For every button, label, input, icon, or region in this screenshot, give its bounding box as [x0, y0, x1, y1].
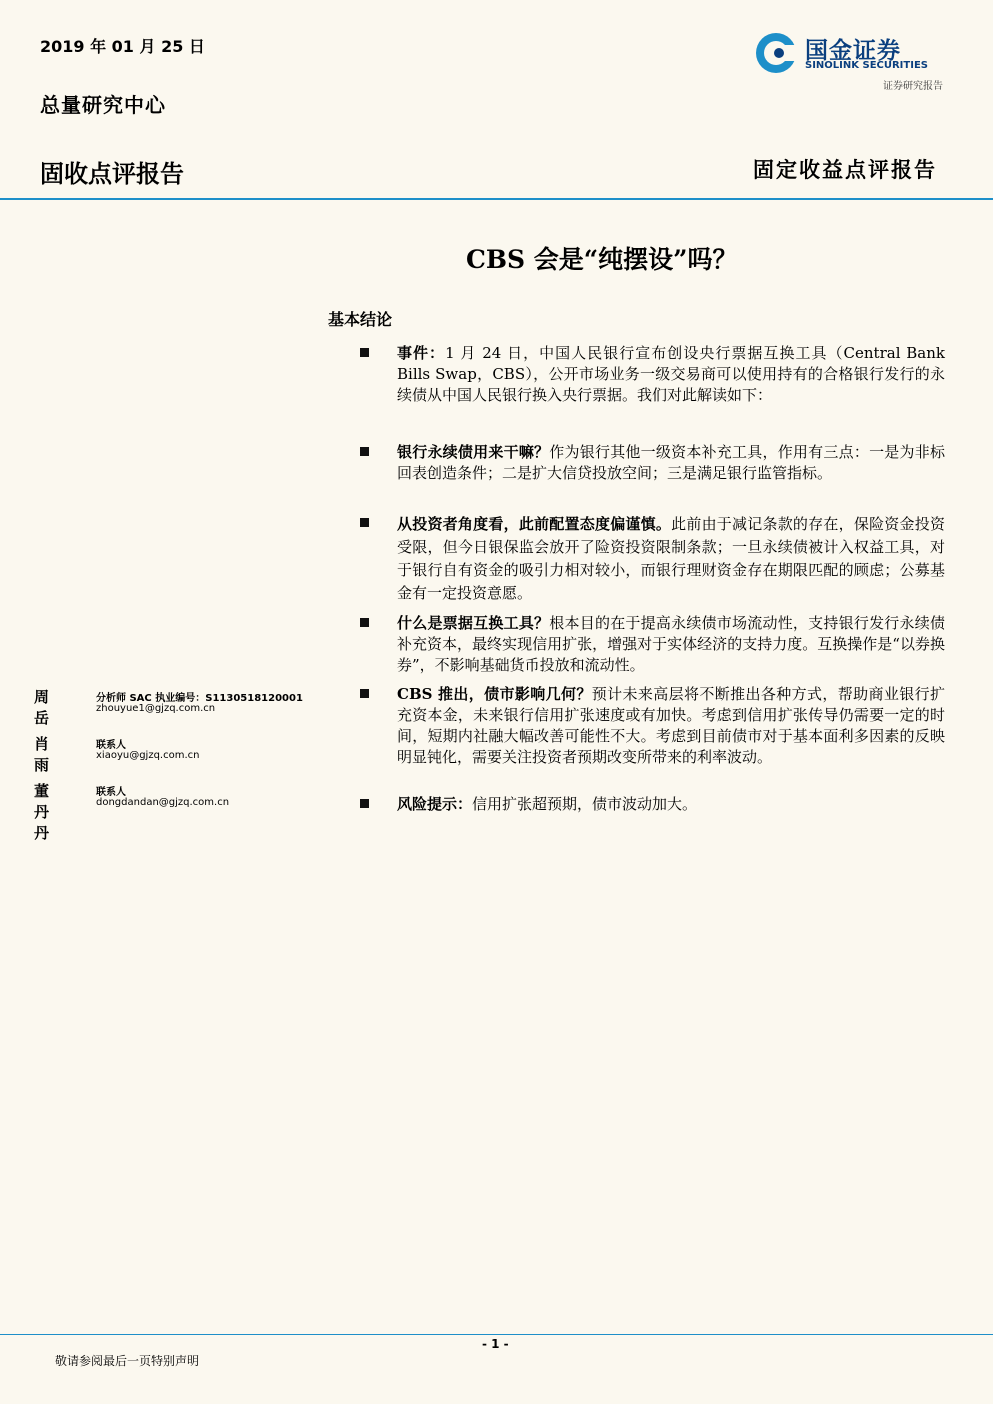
bullet-text	[397, 442, 945, 484]
bullet-square-icon	[360, 689, 369, 698]
bullet-lead: 风险提示：	[397, 795, 473, 813]
bullet-item	[360, 684, 945, 768]
report-date: 2019 年 01 月 25 日	[40, 37, 205, 56]
header-divider	[0, 198, 993, 200]
bullet-text	[397, 343, 945, 406]
bullet-body: 根本目的在于提高永续债市场流动性，支持银行发行永续债补充资本，最终实现信用扩张，增强对于实体经济的支持力度。互换操作是“以券换券”，不影响基础货币投放和流动性。	[397, 614, 945, 674]
bullet-item	[360, 613, 945, 676]
bullet-item	[360, 442, 945, 484]
report-type-right: 固定收益点评报告	[753, 157, 937, 182]
bullet-item	[360, 343, 945, 406]
author-role: 分析师 SAC 执业编号：S1130518120001	[96, 693, 303, 704]
bullet-body: 信用扩张超预期，债市波动加大。	[472, 795, 698, 813]
author-name: 周岳	[34, 688, 53, 727]
logo-name-en: SINOLINK SECURITIES	[805, 60, 928, 71]
bullet-body: 此前由于减记条款的存在，保险资金投资受限，但今日银保监会放开了险资投资限制条款；一旦永续债被计入权益工具，对于银行自有资金的吸引力相对较小，而银行理财资金存在期限匹配的顾虑；公募基金有一定投资意愿。	[397, 515, 945, 602]
footer-disclaimer: 敬请参阅最后一页特别声明	[55, 1354, 200, 1368]
bullet-lead: 从投资者角度看，此前配置态度偏谨慎。	[397, 515, 672, 533]
logo-mark-icon	[753, 30, 799, 76]
section-heading: 基本结论	[328, 310, 393, 329]
author-role: 联系人	[96, 740, 126, 751]
bullet-square-icon	[360, 799, 369, 808]
logo-name-cn: 国金证券	[805, 38, 901, 64]
bullet-body: 1 月 24 日，中国人民银行宣布创设央行票据互换工具（Central Bank Bills Swap，CBS），公开市场业务一级交易商可以使用持有的合格银行发行的永续债从中国人民银行换入央行票据。我们对此解读如下：	[397, 344, 945, 404]
bullet-lead: 什么是票据互换工具？	[397, 614, 550, 632]
bullet-item	[360, 794, 945, 815]
author-role: 联系人	[96, 787, 126, 798]
bullet-text	[397, 684, 945, 768]
bullet-text	[397, 613, 945, 676]
company-logo	[753, 30, 943, 78]
research-center: 总量研究中心	[40, 93, 166, 117]
author-name: 肖雨	[34, 735, 53, 774]
author-email[interactable]: dongdandan@gjzq.com.cn	[96, 797, 230, 808]
bullet-square-icon	[360, 447, 369, 456]
author-email[interactable]: zhouyue1@gjzq.com.cn	[96, 703, 216, 714]
logo-subtitle: 证券研究报告	[883, 81, 943, 92]
bullet-lead: 事件：	[397, 344, 446, 362]
author-email[interactable]: xiaoyu@gjzq.com.cn	[96, 750, 200, 761]
bullet-text	[397, 513, 945, 605]
bullet-square-icon	[360, 518, 369, 527]
bullet-lead: 银行永续债用来干嘛？	[397, 443, 550, 461]
bullet-item	[360, 513, 945, 605]
bullet-lead: CBS 推出，债市影响几何？	[397, 685, 592, 703]
author-name: 董丹丹	[34, 782, 53, 842]
footer-divider	[0, 1334, 993, 1335]
bullet-square-icon	[360, 348, 369, 357]
bullet-body: 作为银行其他一级资本补充工具，作用有三点：一是为非标回表创造条件；二是扩大信贷投放空间；三是满足银行监管指标。	[397, 443, 945, 482]
report-type-left: 固收点评报告	[40, 160, 184, 188]
bullet-body: 预计未来高层将不断推出各种方式，帮助商业银行扩充资本金，未来银行信用扩张速度或有加快。考虑到信用扩张传导仍需要一定的时间，短期内社融大幅改善可能性不大。考虑到目前债市对于基本面利多因素的反映明显钝化，需要关注投资者预期改变所带来的利率波动。	[397, 685, 945, 766]
report-title: CBS 会是“纯摆设”吗？	[466, 245, 738, 274]
bullet-text	[397, 794, 945, 815]
page-number: - 1 -	[482, 1337, 509, 1351]
bullet-square-icon	[360, 618, 369, 627]
